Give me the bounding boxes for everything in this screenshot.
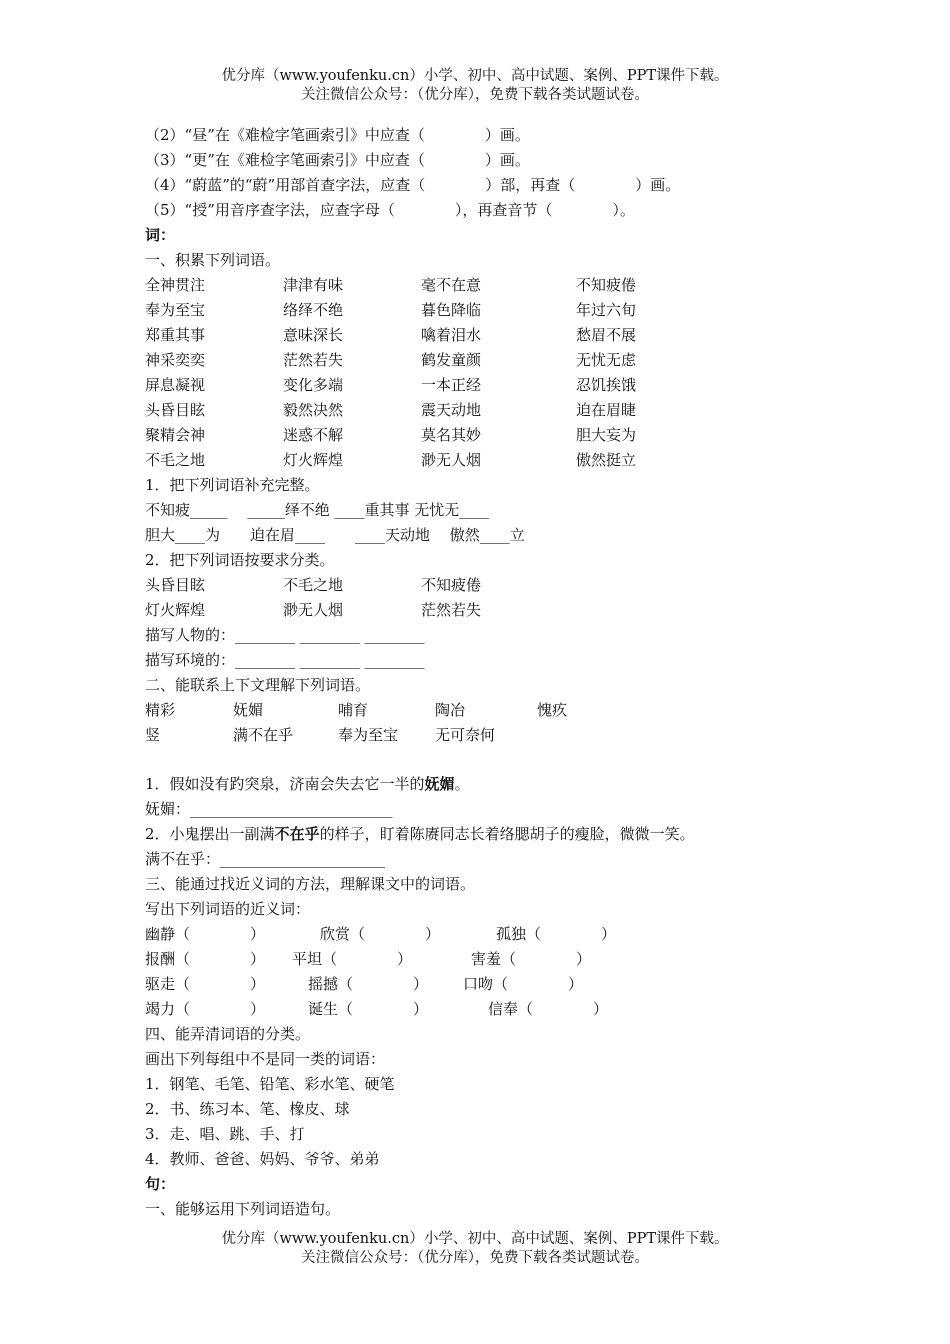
word-cell: 精彩 [145, 701, 176, 719]
word-cell: 迫在眉睫 [576, 401, 637, 419]
word-cell: 意味深长 [283, 326, 344, 344]
synonym-blank: 驱走（ ） [145, 975, 266, 993]
fill-blank-line: 胆大____为 迫在眉____ ____天动地 傲然____立 [145, 526, 525, 544]
classification-item: 1．钢笔、毛笔、铅笔、彩水笔、硬笔 [145, 1075, 395, 1093]
lookup-item: （2）“昼”在《难检字笔画索引》中应查（ ）画。 [145, 126, 530, 144]
section-title: 一、积累下列词语。 [145, 251, 281, 269]
word-cell: 头昏目眩 [145, 576, 206, 594]
word-cell: 年过六旬 [576, 301, 637, 319]
word-cell: 愧疚 [537, 701, 568, 719]
classification-item: 4．教师、爸爸、妈妈、爷爷、弟弟 [145, 1150, 380, 1168]
key-word: 不在乎 [274, 825, 320, 843]
word-cell: 暮色降临 [421, 301, 482, 319]
word-cell: 聚精会神 [145, 426, 206, 444]
word-cell: 陶冶 [435, 701, 466, 719]
question-title: 1．把下列词语补充完整。 [145, 476, 320, 494]
section-heading-ju: 句： [145, 1175, 176, 1193]
word-cell: 全神贯注 [145, 276, 206, 294]
word-cell: 屏息凝视 [145, 376, 206, 394]
word-cell: 渺无人烟 [283, 601, 344, 619]
word-cell: 傲然挺立 [576, 451, 637, 469]
sentence-text: 2．小鬼摆出一副满 [145, 825, 275, 843]
synonym-blank: 欣赏（ ） [320, 925, 441, 943]
answer-line: 妩媚：___________________________ [145, 800, 393, 818]
synonym-blank: 信奉（ ） [488, 1000, 609, 1018]
context-sentence [145, 773, 470, 795]
word-cell: 奉为至宝 [145, 301, 206, 319]
word-cell: 毫不在意 [421, 276, 482, 294]
word-cell: 津津有味 [283, 276, 344, 294]
word-cell: 神采奕奕 [145, 351, 206, 369]
word-cell: 哺育 [338, 701, 369, 719]
lookup-item: （3）“更”在《难检字笔画索引》中应查（ ）画。 [145, 151, 530, 169]
synonym-blank: 摇撼（ ） [308, 975, 429, 993]
word-cell: 不知疲倦 [576, 276, 637, 294]
word-cell: 灯火辉煌 [145, 601, 206, 619]
classify-people-line: 描写人物的：________ ________ ________ [145, 626, 425, 644]
synonym-blank: 平坦（ ） [292, 950, 413, 968]
word-cell: 竖 [145, 726, 161, 744]
classification-item: 3．走、唱、跳、手、打 [145, 1125, 305, 1143]
word-cell: 噙着泪水 [421, 326, 482, 344]
lookup-item: （5）“授”用音序查字法，应查字母（ ），再查音节（ ）。 [145, 201, 635, 219]
answer-line: 满不在乎：______________________ [145, 850, 386, 868]
word-cell: 震天动地 [421, 401, 482, 419]
synonym-blank: 口吻（ ） [463, 975, 584, 993]
header-line-1: 优分库（www.youfenku.cn）小学、初中、高中试题、案例、PPT课件下载。 [221, 68, 729, 84]
word-cell: 愁眉不展 [576, 326, 637, 344]
section-title: 二、能联系上下文理解下列词语。 [145, 676, 371, 694]
word-cell: 迷惑不解 [283, 426, 344, 444]
word-cell: 满不在乎 [233, 726, 294, 744]
word-cell: 不毛之地 [283, 576, 344, 594]
footer-line-2: 关注微信公众号：（优分库），免费下载各类试题试卷。 [301, 1250, 649, 1266]
word-cell: 一本正经 [421, 376, 482, 394]
word-cell: 无忧无虑 [576, 351, 637, 369]
fill-blank-line: 不知疲_____ _____绎不绝 ____重其事 无忧无____ [145, 501, 490, 519]
word-cell: 头昏目眩 [145, 401, 206, 419]
sentence-text: 。 [454, 775, 470, 793]
word-cell: 络绎不绝 [283, 301, 344, 319]
synonym-blank: 害羞（ ） [471, 950, 592, 968]
classification-item: 2．书、练习本、笔、橡皮、球 [145, 1100, 350, 1118]
word-cell: 奉为至宝 [338, 726, 399, 744]
word-cell: 灯火辉煌 [283, 451, 344, 469]
section-subtitle: 画出下列每组中不是同一类的词语： [145, 1050, 386, 1068]
section-heading-ci: 词： [145, 226, 176, 244]
key-word: 妩媚 [424, 775, 455, 793]
footer-line-1: 优分库（www.youfenku.cn）小学、初中、高中试题、案例、PPT课件下载。 [221, 1231, 729, 1247]
word-cell: 不毛之地 [145, 451, 206, 469]
word-cell: 妩媚 [233, 701, 264, 719]
word-cell: 胆大妄为 [576, 426, 637, 444]
word-cell: 郑重其事 [145, 326, 206, 344]
word-cell: 变化多端 [283, 376, 344, 394]
section-subtitle: 写出下列词语的近义词： [145, 900, 311, 918]
lookup-item: （4）“蔚蓝”的“蔚”用部首查字法，应查（ ）部，再查（ ）画。 [145, 176, 681, 194]
sentence-text: 的样子，盯着陈赓同志长着络腮胡子的瘦脸，微微一笑。 [319, 825, 695, 843]
synonym-blank: 孤独（ ） [496, 925, 617, 943]
section-title: 四、能弄清词语的分类。 [145, 1025, 311, 1043]
section-title: 三、能通过找近义词的方法，理解课文中的词语。 [145, 875, 476, 893]
question-title: 2．把下列词语按要求分类。 [145, 551, 335, 569]
word-cell: 鹤发童颜 [421, 351, 482, 369]
word-cell: 忍饥挨饿 [576, 376, 637, 394]
word-cell: 莫名其妙 [421, 426, 482, 444]
sentence-text: 1．假如没有趵突泉，济南会失去它一半的 [145, 775, 425, 793]
synonym-blank: 幽静（ ） [145, 925, 266, 943]
synonym-blank: 诞生（ ） [308, 1000, 429, 1018]
word-cell: 毅然决然 [283, 401, 344, 419]
section-title: 一、能够运用下列词语造句。 [145, 1200, 341, 1218]
word-cell: 不知疲倦 [421, 576, 482, 594]
classify-environment-line: 描写环境的：________ ________ ________ [145, 651, 425, 669]
synonym-blank: 报酬（ ） [145, 950, 266, 968]
word-cell: 茫然若失 [283, 351, 344, 369]
synonym-blank: 竭力（ ） [145, 1000, 266, 1018]
word-cell: 茫然若失 [421, 601, 482, 619]
word-cell: 渺无人烟 [421, 451, 482, 469]
word-cell: 无可奈何 [435, 726, 496, 744]
context-sentence [145, 823, 695, 845]
header-line-2: 关注微信公众号：（优分库），免费下载各类试题试卷。 [301, 87, 649, 103]
